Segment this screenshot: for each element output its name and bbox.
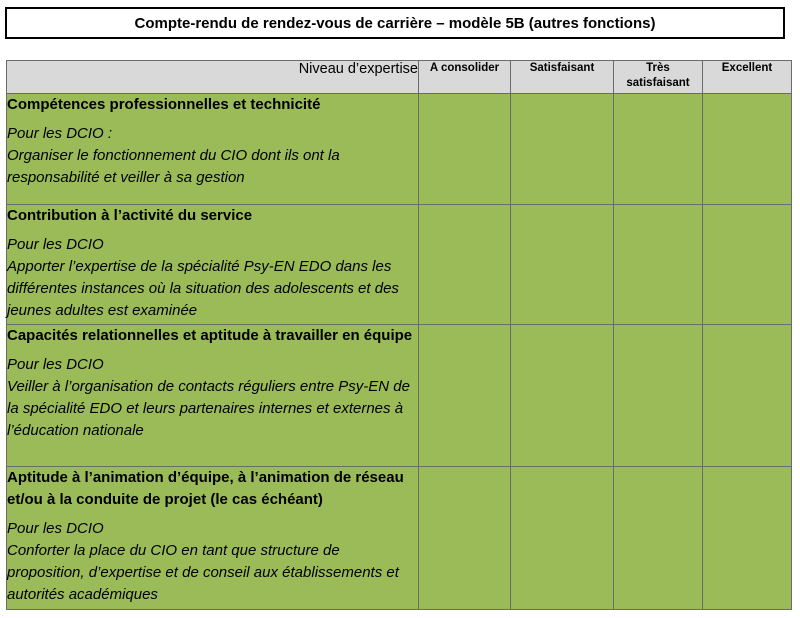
document-title: Compte-rendu de rendez-vous de carrière – modèle 5B (autres fonctions) — [134, 14, 656, 32]
criterion-title: Contribution à l’activité du service — [7, 207, 253, 224]
criterion-cell — [7, 325, 419, 467]
rating-cell-excellent[interactable] — [703, 325, 792, 467]
criterion-title: Compétences professionnelles et technicité — [7, 96, 321, 113]
criterion-row — [7, 325, 792, 467]
rating-cell-excellent[interactable] — [703, 94, 792, 205]
criterion-audience: Pour les DCIO — [7, 236, 104, 253]
column-header-tres-satisfaisant: Très satisfaisant — [614, 61, 703, 94]
rating-cell-tres-satisfaisant[interactable] — [614, 205, 703, 325]
criterion-cell — [7, 94, 419, 205]
criterion-audience: Pour les DCIO — [7, 356, 104, 373]
criterion-row — [7, 94, 792, 205]
criterion-row — [7, 467, 792, 610]
rating-cell-tres-satisfaisant[interactable] — [614, 94, 703, 205]
rating-cell-a-consolider[interactable] — [419, 467, 511, 610]
criterion-description: Apporter l’expertise de la spécialité Psy-EN EDO dans les différentes instances où la situation des adolescents et des jeunes adultes est examinée — [7, 258, 399, 319]
rating-cell-a-consolider[interactable] — [419, 205, 511, 325]
evaluation-table — [6, 60, 792, 610]
header-row — [7, 61, 792, 94]
rating-cell-tres-satisfaisant[interactable] — [614, 467, 703, 610]
rating-cell-satisfaisant[interactable] — [511, 467, 614, 610]
rating-cell-a-consolider[interactable] — [419, 94, 511, 205]
rating-cell-satisfaisant[interactable] — [511, 94, 614, 205]
criterion-description: Veiller à l’organisation de contacts réguliers entre Psy-EN de la spécialité EDO et leurs partenaires internes et externes à l’éducation nationale — [7, 378, 410, 439]
column-header-a-consolider: A consolider — [419, 61, 511, 94]
expertise-level-header: Niveau d’expertise — [7, 61, 419, 94]
column-header-satisfaisant: Satisfaisant — [511, 61, 614, 94]
criterion-cell — [7, 467, 419, 610]
column-header-excellent: Excellent — [703, 61, 792, 94]
criterion-description: Conforter la place du CIO en tant que structure de proposition, d’expertise et de conseil aux établissements et autorités académiques — [7, 542, 399, 603]
rating-cell-satisfaisant[interactable] — [511, 325, 614, 467]
criterion-audience: Pour les DCIO — [7, 520, 104, 537]
criterion-cell — [7, 205, 419, 325]
criterion-title: Capacités relationnelles et aptitude à travailler en équipe — [7, 327, 413, 344]
rating-cell-excellent[interactable] — [703, 205, 792, 325]
rating-cell-excellent[interactable] — [703, 467, 792, 610]
criterion-audience: Pour les DCIO : — [7, 125, 113, 142]
criterion-title: Aptitude à l’animation d’équipe, à l’animation de réseau et/ou à la conduite de projet (le cas échéant) — [7, 469, 404, 508]
document-title-box — [5, 7, 785, 39]
rating-cell-a-consolider[interactable] — [419, 325, 511, 467]
rating-cell-tres-satisfaisant[interactable] — [614, 325, 703, 467]
rating-cell-satisfaisant[interactable] — [511, 205, 614, 325]
criterion-description: Organiser le fonctionnement du CIO dont ils ont la responsabilité et veiller à sa gestion — [7, 147, 340, 186]
criterion-row — [7, 205, 792, 325]
